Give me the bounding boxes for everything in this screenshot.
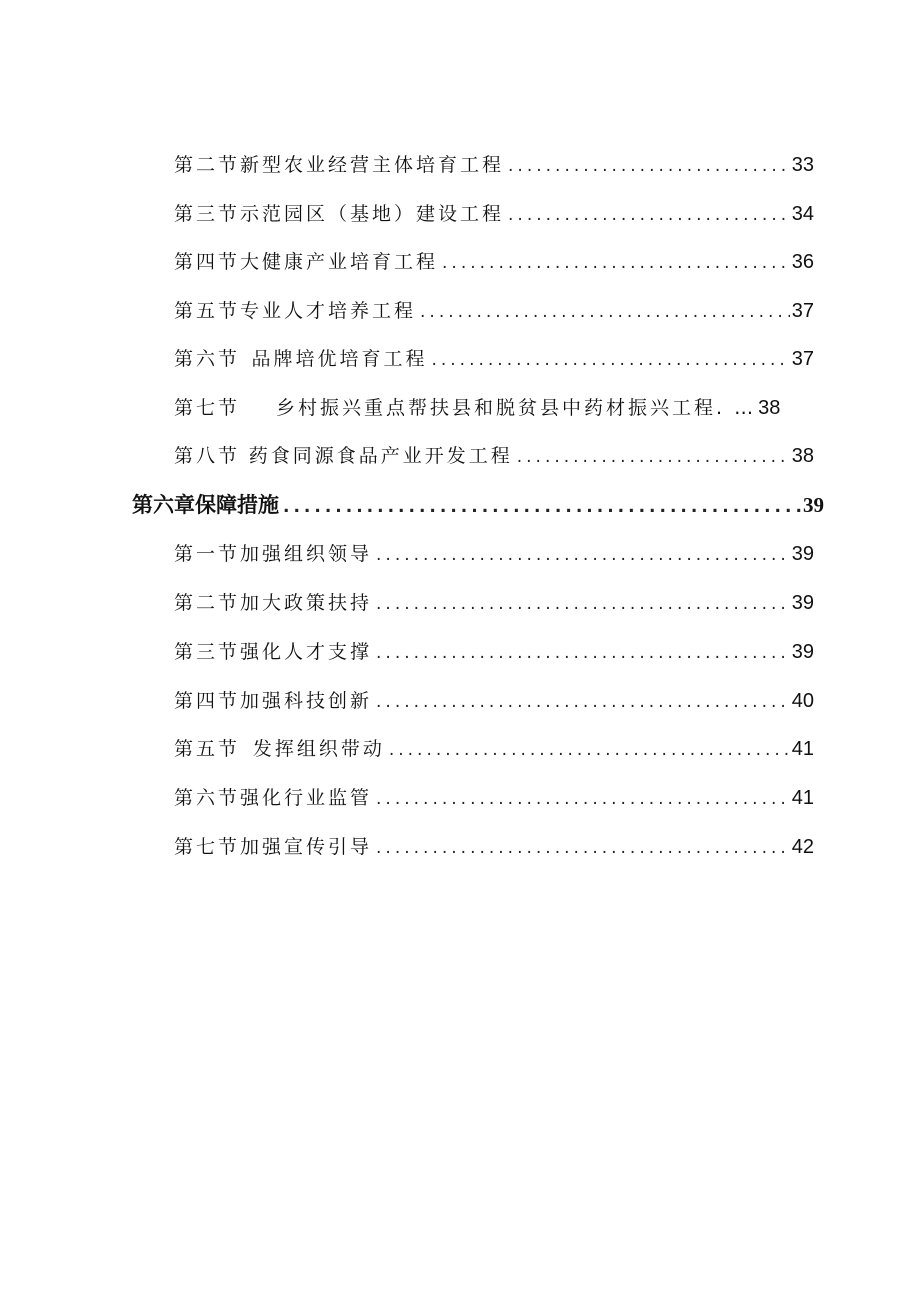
- toc-leader-dots: [504, 200, 790, 230]
- toc-entry-title: 加强科技创新: [240, 690, 373, 712]
- toc-entry[interactable]: [174, 296, 814, 326]
- toc-entry-title: 示范园区（基地）建设工程: [240, 203, 505, 225]
- toc-entry-title: 强化人才支撑: [240, 641, 373, 663]
- toc-entry-prefix: 第三节: [174, 203, 241, 225]
- toc-entry[interactable]: [174, 734, 814, 764]
- toc-chapter-title: 第六章保障措施: [132, 493, 279, 517]
- toc-entry-page: 41: [791, 738, 814, 760]
- toc-entry-title: 专业人才培养工程: [240, 300, 417, 322]
- toc-entry[interactable]: [174, 637, 814, 667]
- toc-leader-dots: [372, 638, 790, 668]
- toc-entry[interactable]: [174, 247, 814, 277]
- toc-entry-title: 发挥组织带动: [252, 738, 385, 760]
- toc-entry-page: 37: [791, 348, 814, 370]
- toc-leader-dots: [427, 345, 789, 375]
- toc-entry[interactable]: [174, 150, 814, 180]
- toc-entry-page: 33: [791, 154, 814, 176]
- toc-entry-title: 药食同源食品产业开发工程: [248, 445, 513, 467]
- toc-entry-prefix: 第六节: [174, 348, 241, 370]
- toc-entry-page: 34: [791, 203, 814, 225]
- toc-entry-title: 乡村振兴重点帮扶县和脱贫县中药材振兴工程. …: [276, 397, 757, 419]
- toc-entry[interactable]: [174, 686, 814, 716]
- toc-entry[interactable]: [174, 441, 814, 471]
- toc-leader-dots: [372, 687, 790, 717]
- toc-entry[interactable]: [174, 393, 780, 423]
- toc-entry-page: 42: [791, 836, 814, 858]
- toc-entry-title: 加强组织领导: [240, 543, 373, 565]
- toc-entry-page: 39: [803, 493, 824, 517]
- toc-leader-dots: [372, 540, 790, 570]
- toc-entry-prefix: 第八节: [174, 445, 241, 467]
- toc-leader-dots: [372, 784, 790, 814]
- toc-entry-prefix: 第七节: [174, 836, 241, 858]
- toc-entry-title: 新型农业经营主体培育工程: [240, 154, 505, 176]
- toc-entry-prefix: 第七节: [174, 397, 241, 419]
- toc-leader-dots: [438, 248, 790, 278]
- toc-entry-page: 39: [791, 592, 814, 614]
- toc-leader-dots: [513, 442, 790, 472]
- toc-entry-prefix: 第四节: [174, 690, 241, 712]
- toc-chapter-entry[interactable]: [132, 490, 824, 520]
- toc-entry-title: 加大政策扶持: [240, 592, 373, 614]
- toc-leader-dots: [385, 735, 790, 765]
- toc-entry-prefix: 第二节: [174, 154, 241, 176]
- toc-entry[interactable]: [174, 783, 814, 813]
- toc-entry-prefix: 第四节: [174, 251, 241, 273]
- toc-entry[interactable]: [174, 588, 814, 618]
- toc-entry-prefix: 第六节: [174, 787, 241, 809]
- toc-leader-dots: [279, 492, 801, 522]
- toc-entry-title: 强化行业监管: [240, 787, 373, 809]
- toc-entry-prefix: 第二节: [174, 592, 241, 614]
- toc-entry[interactable]: [174, 199, 814, 229]
- toc-entry-page: 37: [791, 300, 814, 322]
- toc-leader-dots: [416, 297, 790, 327]
- toc-entry-page: 41: [791, 787, 814, 809]
- toc-entry-title: 大健康产业培育工程: [240, 251, 439, 273]
- toc-entry[interactable]: [174, 539, 814, 569]
- toc-entry-prefix: 第一节: [174, 543, 241, 565]
- toc-entry-prefix: 第三节: [174, 641, 241, 663]
- toc-leader-dots: [372, 833, 790, 863]
- toc-entry-page: 40: [791, 690, 814, 712]
- toc-entry-page: 38: [758, 397, 781, 419]
- toc-entry[interactable]: [174, 832, 814, 862]
- toc-entry-prefix: 第五节: [174, 738, 241, 760]
- toc-entry-title: 加强宣传引导: [240, 836, 373, 858]
- toc-entry-page: 36: [791, 251, 814, 273]
- toc-leader-dots: [504, 151, 790, 181]
- toc-leader-dots: [372, 589, 790, 619]
- toc-entry[interactable]: [174, 344, 814, 374]
- toc-entry-title: 品牌培优培育工程: [251, 348, 428, 370]
- toc-entry-page: 39: [791, 543, 814, 565]
- toc-entry-page: 39: [791, 641, 814, 663]
- toc-entry-prefix: 第五节: [174, 300, 241, 322]
- toc-entry-page: 38: [791, 445, 814, 467]
